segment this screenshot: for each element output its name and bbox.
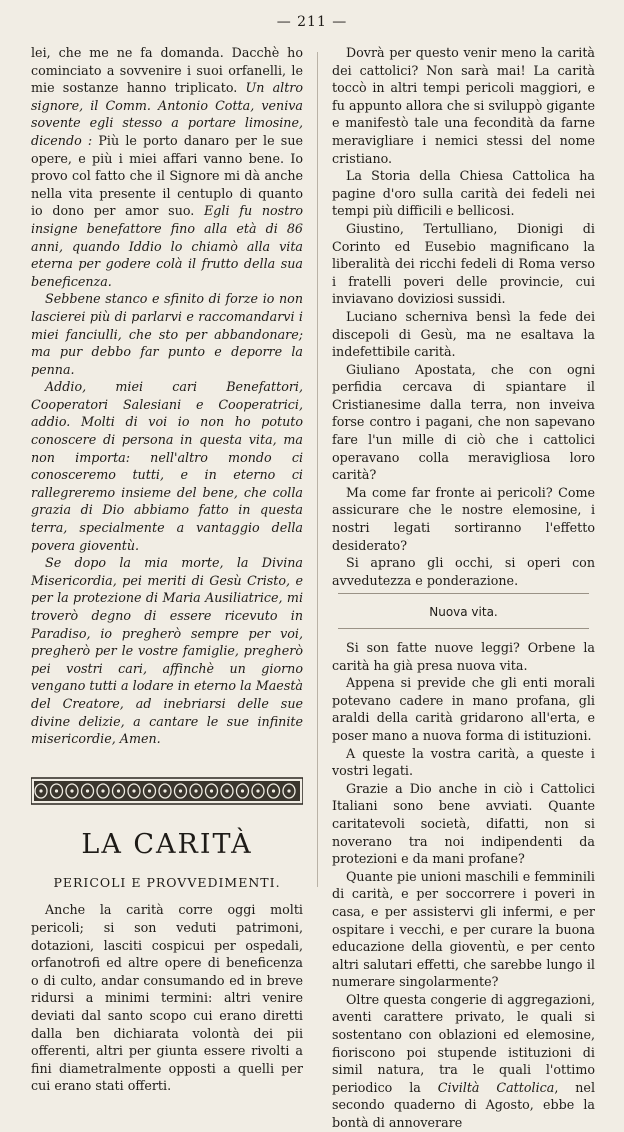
- paragraph: Si son fatte nuove leggi? Orbene la carità ha già presa nuova vita.: [332, 640, 595, 673]
- paragraph: Grazie a Dio anche in ciò i Cattolici Italiani sono bene avviati. Quante caritatevoli società, difatti, non si noverano tra noi indipendenti da protezioni e da mani profane?: [332, 780, 595, 867]
- right-paragraphs: [332, 44, 595, 589]
- paragraph: Appena si previde che gli enti morali potevano cadere in mano profana, gli araldi della carità gridarono all'erta, e poser mano a nuova forma di istituzioni.: [332, 675, 595, 743]
- article-subtitle: PERICOLI E PROVVEDIMENTI.: [53, 874, 281, 890]
- paragraph: Quante pie unioni maschili e femminili di carità, e per soccorrere i poveri in casa, e per assistervi gli infermi, e per ospitare i vecchi, e per curare la buona educazione della gioventù, e per cento altri salutari effetti, che sarebbe lungo il numerare singolarmente?: [332, 868, 595, 990]
- article-paragraphs: [31, 901, 303, 1095]
- paragraph: Sebbene stanco e sfinito di forze io non lascierei più di parlarvi e raccomandarvi i miei fanciulli, che sto per abbandonare; ma pur debbo far punto e deporre la penna.: [31, 291, 303, 377]
- paragraph: Se dopo la mia morte, la Divina Misericordia, pei meriti di Gesù Cristo, e per la protezione di Maria Ausiliatrice, mi troverò degno di essere ricevuto in Paradiso, io pregherò sempre per voi, pregherò per le vostre famiglie, pregherò pei vostri cari, affinchè un giorno vengano tutti a lodare in eterno la Maestà del Creatore, ad inebriarsi delle sue divine delizie, a cantare le sue infinite misericordie, Amen.: [31, 555, 303, 747]
- paragraph: Addio, miei cari Benefattori, Cooperatori Salesiani e Cooperatrici, addio. Molti di voi io non ho potuto conoscere di persona in questa vita, ma non importa: nell'altro mondo ci conosceremo tutti, e in eterno ci rallegreremo insieme del bene, che colla grazia di Dio abbiamo fatto in questa terra, specialmente a vantaggio della povera gioventù.: [31, 379, 303, 553]
- section-rule: [338, 593, 589, 594]
- decorative-ornament-band: [31, 776, 303, 806]
- paragraph: Luciano scherniva bensì la fede dei discepoli di Gesù, ma ne esaltava la indefettibile carità.: [332, 308, 595, 360]
- paragraph: A queste la vostra carità, a queste i vostri legati.: [332, 745, 595, 779]
- section-rule: [338, 628, 589, 629]
- paragraph: Anche la carità corre oggi molti pericoli; si son veduti patrimoni, dotazioni, lasciti cospicui per ospedali, orfanotrofi ed altre opere di beneficenza o di culto, andar consumando ed in breve ridursi a minimi termini: altri venire deviati dal santo scopo cui erano diretti dalla ben dichiarata volontà dei pii offerenti, altri per giunta essere rivolti a fini diametralmente opposti a quelli per cui erano stati offerti.: [31, 902, 303, 1094]
- article-title: LA CARITÀ: [81, 828, 253, 860]
- paragraph: Si aprano gli occhi, si operi con avvedutezza e ponderazione.: [332, 555, 595, 588]
- paragraph: lei, che me ne fa domanda. Dacchè ho cominciato a sovvenire i suoi orfanelli, le mie sostanze hanno triplicato. Un altro signore, il Comm. Antonio Cotta, veniva sovente egli stesso a portare limosine, dicendo : Più le porto danaro per le sue opere, e più i miei affari vanno bene. Io provo col fatto che il Signore mi dà anche nella vita presente il centuplo di quanto io dono per amor suo. Egli fu nostro insigne benefattore fino alla età di 86 anni, quando Iddio lo chiamò alla vita eterna per godere colà il frutto della sua beneficenza.: [31, 45, 303, 289]
- page-number: — 211 —: [276, 14, 348, 30]
- paragraph: Ma come far fronte ai pericoli? Come assicurare che le nostre elemosine, i nostri legati sortiranno l'effetto desiderato?: [332, 484, 595, 553]
- section-paragraphs: [332, 639, 595, 1132]
- paragraph: Giuliano Apostata, che con ogni perfidia cercava di spiantare il Cristianesime dalla terra, non inveiva forse contro i pagani, che non sapevano fare l'un mille di ciò che i cattolici operavano colla meravigliosa loro carità?: [332, 361, 595, 483]
- section-heading: Nuova vita.: [429, 605, 498, 620]
- left-column: [31, 44, 303, 1095]
- left-paragraphs: [31, 44, 303, 748]
- column-divider: [317, 52, 318, 887]
- paragraph: La Storia della Chiesa Cattolica ha pagine d'oro sulla carità dei fedeli nei tempi più difficili e bellicosi.: [332, 168, 595, 219]
- right-column: [332, 44, 595, 1132]
- paragraph: Oltre questa congerie di aggregazioni, aventi carattere privato, le quali si sostentano con oblazioni ed elemosine, fioriscono poi stupende istituzioni di simil natura, tra le quali l'ottimo periodico la Civiltà Cattolica, nel secondo quaderno di Agosto, ebbe la bontà di annoverare: [332, 991, 595, 1131]
- paragraph: Dovrà per questo venir meno la carità dei cattolici? Non sarà mai! La carità toccò in altri tempi pericoli maggiori, e fu appunto allora che si sviluppò gigante e manifestò tale una fecondità da farne meravigliare i nemici stessi del nome cristiano.: [332, 45, 595, 166]
- paragraph: Giustino, Tertulliano, Dionigi di Corinto ed Eusebio magnificano la liberalità dei ricchi fedeli di Roma verso i fratelli poveri delle provincie, cui inviavano doviziosi sussidi.: [332, 220, 595, 307]
